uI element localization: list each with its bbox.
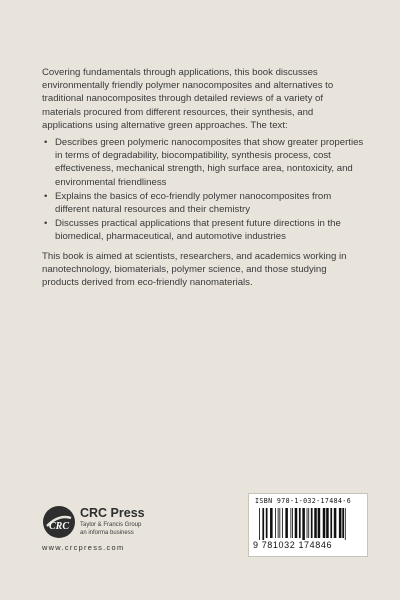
isbn-barcode	[248, 493, 368, 557]
publisher-group: Taylor & Francis Group	[80, 522, 142, 528]
publisher-block	[42, 503, 212, 553]
barcode-bar	[318, 508, 321, 538]
feature-text: Explains the basics of eco-friendly polymer nanocomposites from different natural resources and their chemistry	[55, 190, 332, 216]
barcode-bar	[330, 508, 332, 538]
barcode-bar	[295, 508, 298, 538]
barcode-bar	[345, 508, 346, 540]
feature-list	[42, 136, 364, 244]
barcode-bar	[270, 508, 273, 538]
barcode-bar	[259, 508, 260, 540]
barcode-bar	[299, 508, 301, 538]
feature-text: Discusses practical applications that present future directions in the biomedical, pharmaceutical, and automotive industries	[55, 218, 341, 243]
back-cover-blurb	[42, 66, 364, 289]
feature-list-item	[42, 217, 364, 243]
barcode-bar	[262, 508, 264, 540]
barcode-bar	[282, 508, 283, 538]
publisher-name: CRC Press	[80, 506, 145, 520]
feature-list-item	[42, 190, 364, 216]
barcode-bar	[292, 508, 293, 538]
barcode-bar	[279, 508, 280, 538]
barcode-bars	[259, 508, 359, 540]
barcode-bar	[311, 508, 313, 538]
barcode-bar	[285, 508, 288, 538]
barcode-bar	[342, 508, 344, 538]
barcode-digits: 9 781032 174846	[253, 540, 333, 550]
bullet-icon: •	[44, 218, 48, 230]
publisher-tagline: an informa business	[80, 530, 134, 536]
publisher-website[interactable]: www.crcpress.com	[42, 543, 125, 552]
barcode-bar	[339, 508, 342, 538]
isbn-label: ISBN 978-1-032-17484-6	[255, 497, 352, 505]
barcode-bar	[302, 508, 305, 540]
audience-statement: This book is aimed at scientists, researchers, and academics working in nanotechnology, biomaterials, polymer science, and those studying products derived from eco-friendly nanomaterials.	[42, 250, 347, 289]
crc-press-logo-icon	[42, 505, 76, 539]
barcode-bar	[290, 508, 291, 538]
barcode-bar	[323, 508, 326, 538]
bullet-icon: •	[44, 137, 48, 149]
barcode-bar	[278, 508, 279, 538]
barcode-bar	[334, 508, 337, 538]
logo-text: CRC	[48, 521, 70, 532]
barcode-bar	[308, 508, 309, 538]
barcode-bar	[307, 508, 308, 538]
bullet-icon: •	[44, 190, 48, 202]
barcode-bar	[314, 508, 317, 538]
barcode-bar	[326, 508, 329, 538]
barcode-bar	[266, 508, 268, 538]
barcode-bar	[275, 508, 276, 538]
feature-text: Describes green polymeric nanocomposites that show greater properties in terms of degradability, biocompatibility, synthesis process, cost effectiveness, mechanical strength, high surface area, nontoxicity, and environmental friendliness	[55, 137, 364, 188]
blurb-intro: Covering fundamentals through applications, this book discusses environmentally friendly polymer nanocomposites and alternatives to traditional nanocomposites through detailed reviews of a variety of materials procured from different resources, their synthesis, and applications using alternative green approaches. The text:	[42, 67, 334, 131]
feature-list-item	[42, 136, 364, 189]
